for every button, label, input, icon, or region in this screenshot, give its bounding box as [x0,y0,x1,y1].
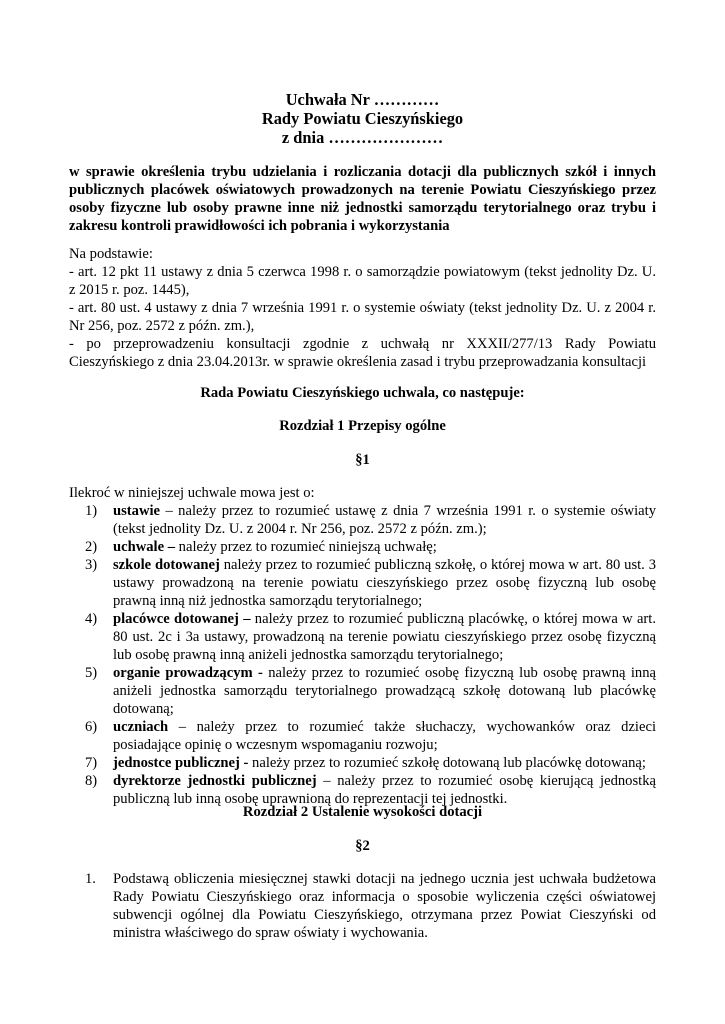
legal-basis-heading: Na podstawie: [69,246,153,262]
item-number: 4) [85,611,98,627]
paragraph-text: Podstawą obliczenia miesięcznej stawki dotacji na jednego ucznia jest uchwała budżetowa Rady Powiatu Cieszyńskiego oraz informacja o sposobie wyliczenia części oświatowej subwencji ogólnej dla Powiatu Cieszyńskiego, otrzymana przez Powiat Cieszyński od ministra właściwego do spraw oświaty i wychowania. [113,871,656,941]
list-item [85,556,656,610]
item-number: 1) [85,503,98,519]
resolves-clause: Rada Powiatu Cieszyńskiego uchwala, co następuje: [200,385,525,401]
definition-text: należy przez to rozumieć publiczną placówkę, o której mowa w art. 80 ust. 2c i 3a ustawy, prowadzoną na terenie powiatu cieszyńskiego przez osobę fizyczną lub osobę prawną inną aniżeli jednostka samorządu terytorialnego; [113,611,656,663]
resolution-number: Uchwała Nr ………… [285,90,440,109]
list-item [85,754,656,772]
definition-text: należy przez to rozumieć osobę fizyczną lub osobę prawną inną aniżeli jednostka samorządu terytorialnego prowadzącą szkołę dotowaną lub placówkę dotowaną; [113,665,656,717]
list-item [85,502,656,538]
defined-term: jednostce publicznej - [113,755,249,771]
legal-basis-item: - art. 80 ust. 4 ustawy z dnia 7 września 1991 r. o systemie oświaty (tekst jednolity Dz. U. z 2004 r. Nr 256, poz. 2572 z późn. zm.), [69,300,656,334]
definition-text: należy przez to rozumieć niniejszą uchwałę; [175,539,437,555]
legal-basis [69,245,656,371]
item-number: 6) [85,719,98,735]
chapter1-title: Rozdział 1 Przepisy ogólne [279,418,446,434]
definition-text: – należy przez to rozumieć osobę kierującą jednostką publiczną lub inną osobę uprawnioną do reprezentacji tej jednostki. [113,773,656,807]
definition-text: – należy przez to rozumieć ustawę z dnia 7 września 1991 r. o systemie oświaty (tekst jednolity Dz. U. z 2004 r. Nr 256, poz. 2572 z późn. zm.); [113,503,656,537]
section2-symbol: §2 [355,838,370,854]
legal-basis-item: - art. 12 pkt 11 ustawy z dnia 5 czerwca 1998 r. o samorządzie powiatowym (tekst jednolity Dz. U. z 2015 r. poz. 1445), [69,264,656,298]
legal-basis-item: - po przeprowadzeniu konsultacji zgodnie z uchwałą nr XXXII/277/13 Rady Powiatu Cieszyńskiego z dnia 23.04.2013r. w sprawie określenia zasad i trybu przeprowadzania konsultacji [69,336,656,370]
defined-term: dyrektorze jednostki publicznej [113,773,317,789]
definition-text: należy przez to rozumieć szkołę dotowaną lub placówkę dotowaną; [248,755,646,771]
item-number: 1. [85,871,96,887]
defined-term: uczniach [113,719,169,735]
list-item [85,538,656,556]
item-number: 8) [85,773,98,789]
list-item [85,870,656,942]
section1-symbol: §1 [355,452,370,468]
list-item [85,610,656,664]
resolution-subject: w sprawie określenia trybu udzielania i rozliczania dotacji dla publicznych szkół i innych publicznych placówek oświatowych prowadzonych na terenie Powiatu Cieszyńskiego przez osoby fizyczne lub osoby prawne inne niż jednostki samorządu terytorialnego oraz trybu i zakresu kontroli prawidłowości ich pobrania i wykorzystania [69,164,656,234]
item-number: 5) [85,665,98,681]
section2-list [85,870,656,942]
resolution-date: z dnia ………………… [281,128,444,147]
defined-term: uchwale – [113,539,176,555]
council-name: Rady Powiatu Cieszyńskiego [261,109,464,128]
list-item [85,664,656,718]
defined-term: ustawie [113,503,161,519]
defined-term: placówce dotowanej – [113,611,251,627]
defined-term: szkole dotowanej [113,557,220,573]
definition-text: – należy przez to rozumieć także słuchaczy, wychowanków oraz dzieci posiadające opinię o wczesnym wspomaganiu rozwoju; [113,719,656,753]
defined-term: organie prowadzącym - [113,665,263,681]
item-number: 3) [85,557,98,573]
list-item [85,718,656,754]
item-number: 2) [85,539,98,555]
chapter2-title: Rozdział 2 Ustalenie wysokości dotacji [242,804,483,820]
definition-text: należy przez to rozumieć publiczną szkołę, o której mowa w art. 80 ust. 3 ustawy prowadzoną na terenie powiatu cieszyńskiego przez osobę fizyczną lub osobę prawną inną niż jednostka samorządu terytorialnego; [113,557,656,609]
definitions-list [85,502,656,808]
item-number: 7) [85,755,98,771]
definitions-intro: Ilekroć w niniejszej uchwale mowa jest o: [69,485,315,501]
